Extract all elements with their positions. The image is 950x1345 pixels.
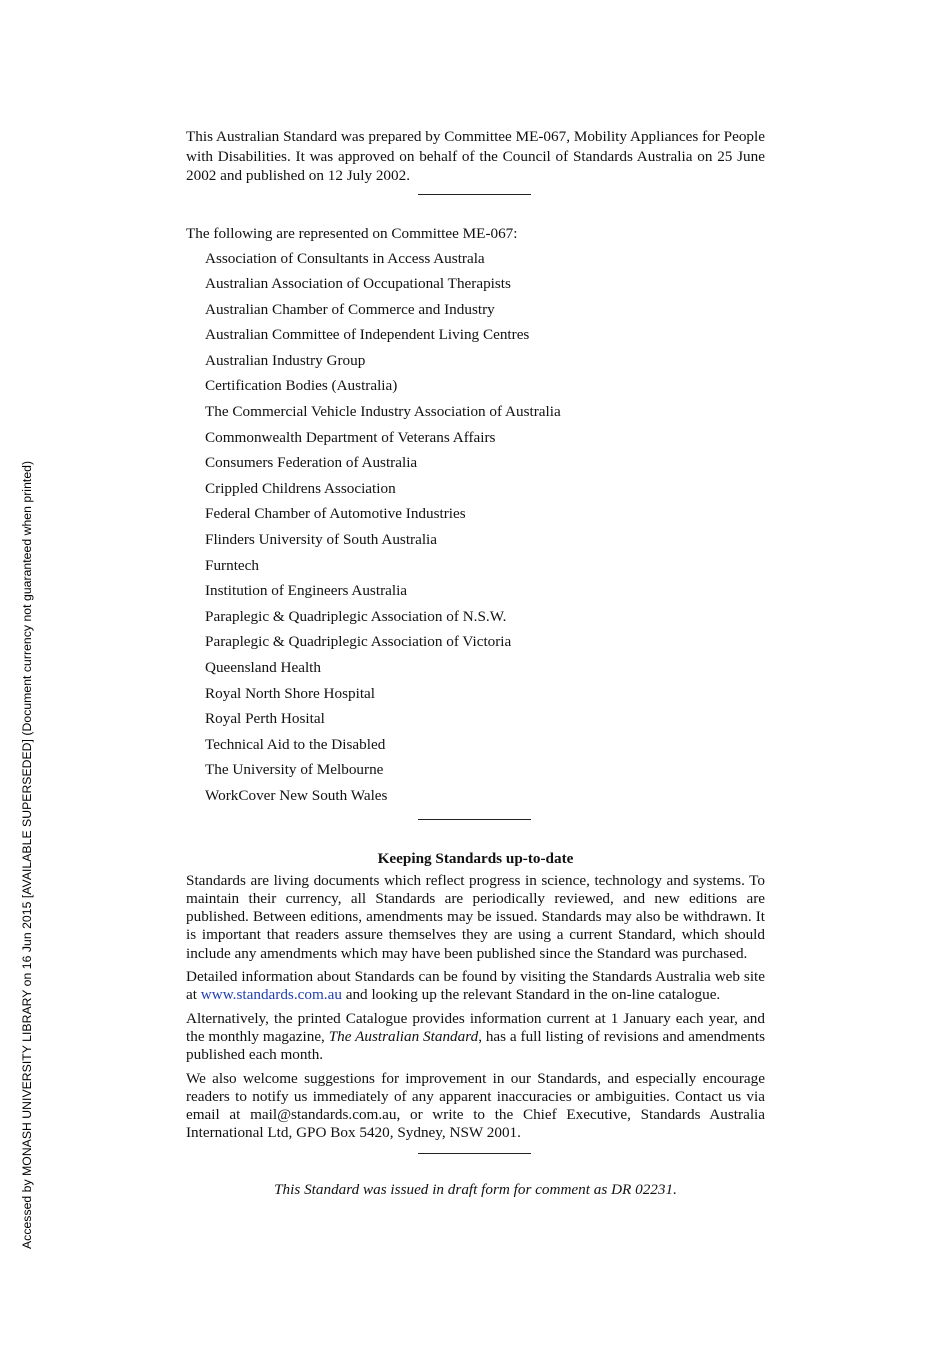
member-item: Australian Industry Group: [205, 351, 366, 369]
member-item: Association of Consultants in Access Australa: [205, 249, 485, 267]
access-watermark: Accessed by MONASH UNIVERSITY LIBRARY on 16 Jun 2015 [AVAILABLE SUPERSEDED] (Document currency not guaranteed when printed): [20, 460, 34, 1249]
member-item: Australian Committee of Independent Living Centres: [205, 326, 530, 344]
member-item: Furntech: [205, 556, 259, 574]
member-item: The Commercial Vehicle Industry Association of Australia: [205, 403, 561, 421]
divider: [418, 1153, 531, 1154]
member-item: Institution of Engineers Australia: [205, 582, 408, 600]
committee-intro: This Australian Standard was prepared by Committee ME-067, Mobility Appliances for People with Disabilities. It was approved on behalf of the Council of Standards Australia on 25 June 2002 and published on 12 July 2002.: [186, 128, 765, 184]
paragraph-text: Alternatively, the printed Catalogue provides information current at 1 January each year, and the monthly magazine,: [186, 1009, 765, 1045]
member-item: Technical Aid to the Disabled: [205, 735, 386, 753]
section-title: Keeping Standards up-to-date: [377, 849, 574, 867]
divider: [418, 819, 531, 820]
paragraph-catalogue: [186, 1010, 765, 1065]
member-item: Crippled Childrens Association: [205, 479, 396, 497]
paragraph-web-site: [186, 968, 765, 1005]
member-item: WorkCover New South Wales: [205, 786, 388, 804]
member-item: Royal Perth Hosital: [205, 710, 325, 728]
member-item: Federal Chamber of Automotive Industries: [205, 505, 466, 523]
member-item: Queensland Health: [205, 659, 321, 676]
standards-website-link[interactable]: www.standards.com.au: [200, 986, 342, 1004]
member-item: Paraplegic & Quadriplegic Association of Victoria: [205, 633, 512, 651]
paragraph-text: and looking up the relevant Standard in the on-line catalogue.: [341, 986, 721, 1004]
member-item: The University of Melbourne: [205, 761, 384, 779]
member-item: Australian Chamber of Commerce and Industry: [205, 300, 495, 318]
member-item: Consumers Federation of Australia: [205, 454, 418, 472]
member-item: Certification Bodies (Australia): [205, 377, 398, 395]
draft-note: This Standard was issued in draft form for comment as DR 02231.: [274, 1180, 677, 1198]
member-list: [186, 246, 765, 809]
member-item: Commonwealth Department of Veterans Affairs: [205, 428, 496, 446]
divider: [418, 194, 531, 195]
member-item: Australian Association of Occupational Therapists: [205, 275, 511, 293]
magazine-title: The Australian Standard: [328, 1027, 479, 1045]
page-content: [186, 127, 765, 1200]
paragraph-text: , has a full listing of revisions and amendments published each month.: [186, 1027, 765, 1064]
paragraph-suggestions: We also welcome suggestions for improvement in our Standards, and especially encourage readers to notify us immediately of any apparent inaccuracies or ambiguities. Contact us via email at mail@standards.com.au, or write to the Chief Executive, Standards Australia International Ltd, GPO Box 5420, Sydney, NSW 2001.: [186, 1069, 765, 1142]
paragraph-living-documents: Standards are living documents which reflect progress in science, technology and systems. To maintain their currency, all Standards are periodically reviewed, and new editions are published. Between editions, amendments may be issued. Standards may also be withdrawn. It is important that readers assure themselves they are using a current Standard, which should include any amendments which may have been published since the Standard was purchased.: [186, 871, 765, 962]
representatives-heading: The following are represented on Committee ME-067:: [186, 224, 518, 242]
paragraph-text: Detailed information about Standards can be found by visiting the Standards Australia web site at: [186, 968, 765, 1004]
member-item: Paraplegic & Quadriplegic Association of N.S.W.: [205, 607, 507, 625]
member-item: Flinders University of South Australia: [205, 531, 438, 549]
member-item: Royal North Shore Hospital: [205, 684, 375, 702]
